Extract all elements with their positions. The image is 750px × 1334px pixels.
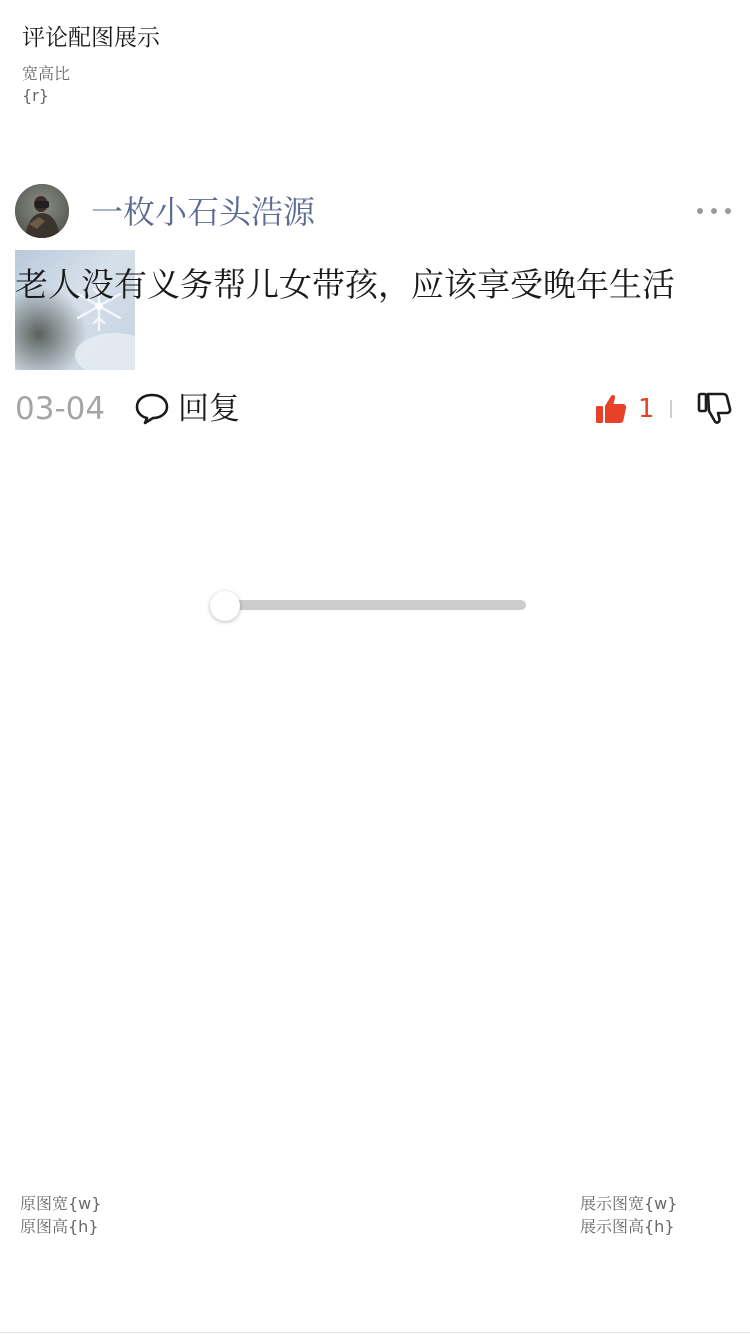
thumbs-up-icon [594,392,628,426]
aspect-ratio-label: 宽高比 [22,64,71,83]
divider [670,400,672,418]
more-options-button[interactable] [694,200,734,222]
like-button[interactable] [594,390,655,428]
bottom-divider [0,1332,750,1333]
comment-date: 03-04 [15,391,106,427]
page-title: 评论配图展示 [22,25,160,51]
like-count: 1 [638,394,655,424]
display-size-info [580,1192,677,1238]
original-width-label: 原图宽{w} [20,1194,102,1213]
original-size-info [20,1192,101,1238]
username[interactable]: 一枚小石头浩源 [91,193,316,231]
display-height-label: 展示图高{h} [580,1217,675,1236]
more-dot-icon [725,208,731,214]
reply-button[interactable] [134,388,240,430]
slider-thumb[interactable] [210,591,240,621]
avatar-photo [15,184,69,238]
display-width-label: 展示图宽{w} [580,1194,678,1213]
more-dot-icon [711,208,717,214]
slider-track[interactable] [224,600,526,610]
original-height-label: 原图高{h} [20,1217,99,1236]
comment-bubble-icon [134,392,170,426]
comment-text: 老人没有义务帮儿女带孩，应该享受晚年生活 [15,265,675,304]
more-dot-icon [697,208,703,214]
reply-label: 回复 [178,391,240,427]
avatar[interactable] [15,184,69,238]
aspect-ratio-value: {r} [22,86,49,105]
dislike-button[interactable] [696,390,734,428]
thumbs-down-icon [696,390,734,428]
aspect-ratio-slider[interactable] [210,590,530,622]
